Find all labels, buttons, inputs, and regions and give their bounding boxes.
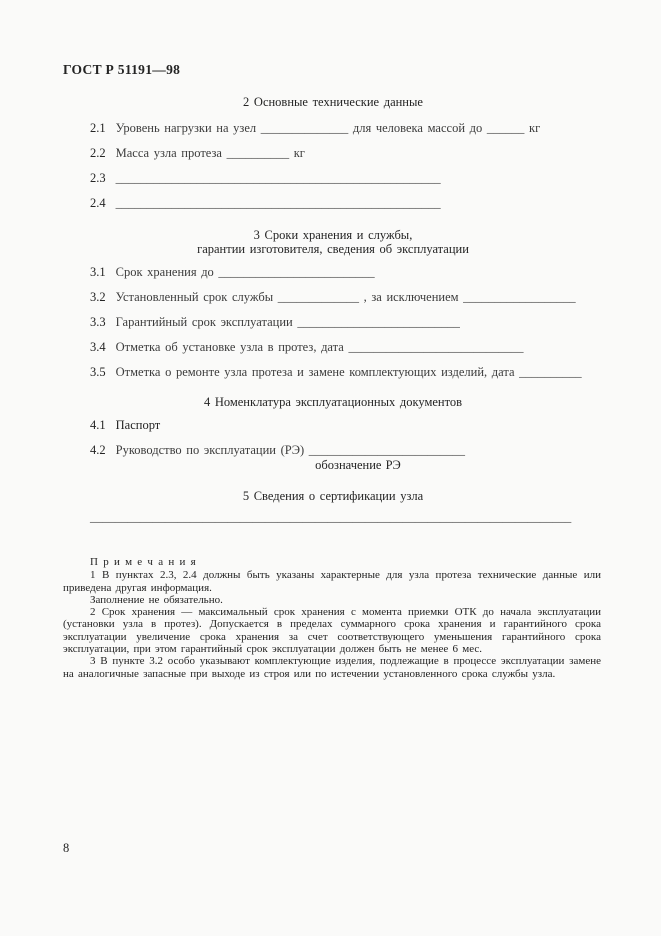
clause-text: Руководство по эксплуатации (РЭ) _________________________: [115, 443, 466, 457]
clause-text: Отметка об установке узла в протез, дата ____________________________: [115, 340, 524, 354]
clause-3-2: [90, 290, 603, 305]
clause-number: 4.2: [90, 443, 106, 457]
clause-3-5: [90, 365, 603, 380]
clause-3-3: [90, 315, 603, 330]
clause-text: Масса узла протеза __________ кг: [115, 146, 305, 160]
section-title: 2 Основные технические данные: [243, 95, 423, 109]
clause-number: 2.4: [90, 196, 106, 210]
clause-2-1: [90, 121, 603, 136]
clause-text: Гарантийный срок эксплуатации __________________________: [115, 315, 460, 329]
clause-text: Паспорт: [115, 418, 161, 432]
clause-2-3: [90, 171, 603, 186]
section-title-line-2: гарантии изготовителя, сведения об эксплуатации: [197, 242, 469, 256]
notes-heading: П р и м е ч а н и я: [90, 556, 197, 568]
clause-2-2: [90, 146, 603, 161]
section-title: 4 Номенклатура эксплуатационных документов: [203, 395, 463, 409]
clause-number: 3.2: [90, 290, 106, 304]
section-certification: [63, 489, 603, 525]
clause-text: Срок хранения до _________________________: [115, 265, 375, 279]
page-number: 8: [63, 841, 70, 855]
section-title-block: [63, 95, 603, 109]
clause-3-4: [90, 340, 603, 355]
clause-number: 2.1: [90, 121, 106, 135]
clause-3-1: [90, 265, 603, 280]
section-operational-documents: [63, 395, 603, 473]
section-title-block: [63, 228, 603, 256]
clause-number: 3.3: [90, 315, 106, 329]
clause-2-4: [90, 196, 603, 211]
clause-4-1: [90, 418, 603, 433]
clause-text: Уровень нагрузки на узел ______________ для человека массой до ______ кг: [115, 121, 541, 135]
section-title: 5 Сведения о сертификации узла: [242, 489, 424, 503]
clause-number: 2.3: [90, 171, 106, 185]
blank-field: ____________________________________________________: [115, 171, 441, 185]
section-title-block: [63, 395, 603, 409]
certification-blank-line: _____________________________________________________________________________: [90, 510, 572, 524]
section-title-line-1: 3 Сроки хранения и службы,: [253, 228, 413, 242]
clause-number: 2.2: [90, 146, 106, 160]
clause-4-2: [90, 443, 603, 473]
clause-number: 3.4: [90, 340, 106, 354]
section-storage-terms: [63, 228, 603, 380]
clause-number: 4.1: [90, 418, 106, 432]
note-paragraph-3: 3 В пункте 3.2 особо указывают комплектующие изделия, подлежащие в процессе эксплуатации замене на аналогичные запасные при выходе из строя или по истечении установленного срока службы узла.: [63, 655, 601, 680]
clause-text: Установленный срок службы _____________ , за исключением __________________: [115, 290, 576, 304]
note-paragraph-2: 2 Срок хранения — максимальный срок хранения с момента приемки ОТК до начала эксплуатации (установки узла в протез). Допускается в пределах суммарного срока хранения и гарантийного срока эксплуатации увеличение срока хранения за счет соответствующего уменьшения гарантийного срока эксплуатации, при этом гарантийный срок эксплуатации должен быть не менее 6 мес.: [63, 606, 601, 656]
section-technical-data: [63, 95, 603, 211]
note-paragraph-1: 1 В пунктах 2.3, 2.4 должны быть указаны характерные для узла протеза технические данные или приведена другая информация.: [63, 569, 601, 594]
section-title-block: [63, 489, 603, 503]
document-standard-code: ГОСТ Р 51191—98: [63, 62, 181, 77]
blank-field: ____________________________________________________: [115, 196, 441, 210]
clause-number: 3.1: [90, 265, 106, 279]
notes-block: [63, 556, 601, 680]
clause-number: 3.5: [90, 365, 106, 379]
blank-field-caption: обозначение РЭ: [315, 458, 401, 472]
clause-text: Отметка о ремонте узла протеза и замене комплектующих изделий, дата __________: [115, 365, 582, 379]
note-paragraph-1a: Заполнение не обязательно.: [90, 593, 223, 606]
